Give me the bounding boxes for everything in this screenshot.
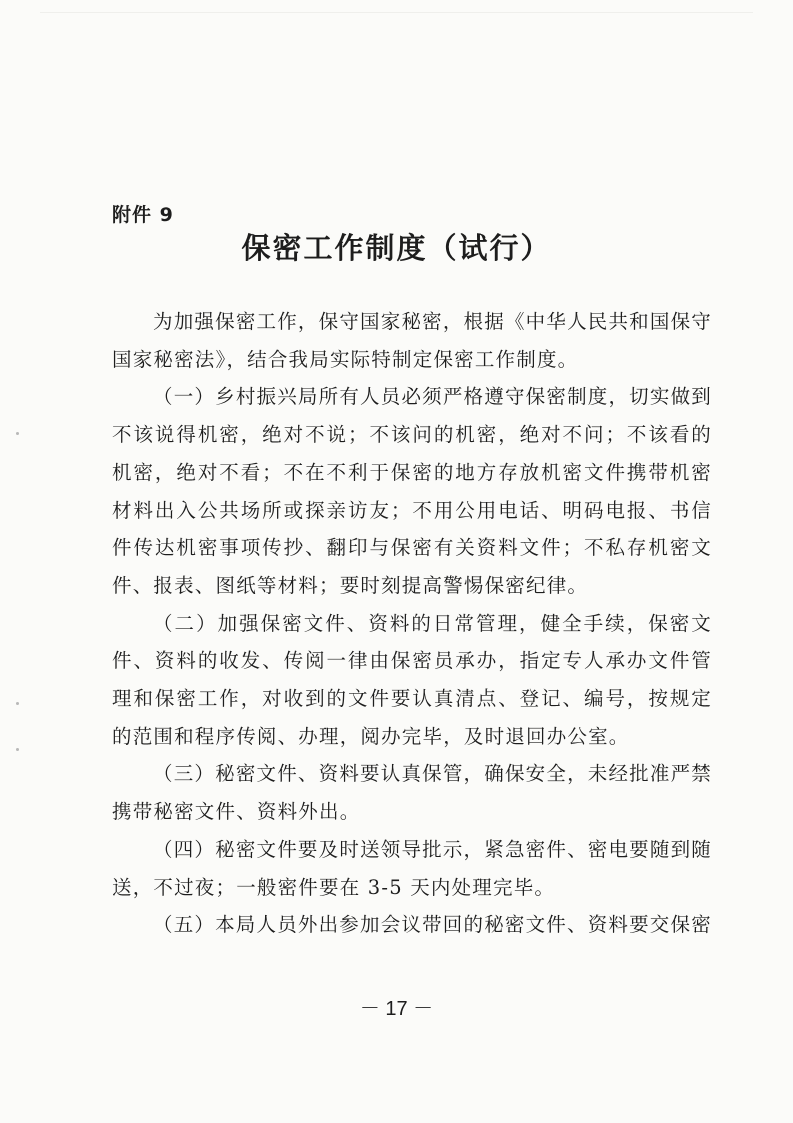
scan-speck <box>16 748 19 751</box>
page-number: － 17 － <box>359 998 434 1020</box>
scan-speck <box>16 432 19 435</box>
clause-1-paragraph: （一）乡村振兴局所有人员必须严格遵守保密制度，切实做到不该说得机密，绝对不说；不该问的机密，绝对不问；不该看的机密，绝对不看；不在不利于保密的地方存放机密文件携带机密材料出入公共场所或探亲访友；不用公用电话、明码电报、书信件传达机密事项传抄、翻印与保密有关资料文件；不私存机密文件、报表、图纸等材料；要时刻提高警惕保密纪律。 <box>112 385 712 597</box>
scan-speck <box>16 702 19 705</box>
clause-4-paragraph: （四）秘密文件要及时送领导批示，紧急密件、密电要随到随送，不过夜；一般密件要在 3-5 天内处理完毕。 <box>112 837 712 899</box>
attachment-label: 附件 9 <box>112 204 174 226</box>
clause-5-paragraph: （五）本局人员外出参加会议带回的秘密文件、资料要交保密 <box>153 913 712 937</box>
scan-edge-line <box>40 12 753 13</box>
intro-paragraph: 为加强保密工作，保守国家秘密，根据《中华人民共和国保守国家秘密法》，结合我局实际特制定保密工作制度。 <box>112 310 712 371</box>
clause-2-paragraph: （二）加强保密文件、资料的日常管理，健全手续，保密文件、资料的收发、传阅一律由保密员承办，指定专人承办文件管理和保密工作，对收到的文件要认真清点、登记、编号，按规定的范围和程序传阅、办理，阅办完毕，及时退回办公室。 <box>112 611 712 748</box>
clause-3-paragraph: （三）秘密文件、资料要认真保管，确保安全，未经批准严禁携带秘密文件、资料外出。 <box>112 762 712 824</box>
document-body <box>112 303 712 944</box>
document-title: 保密工作制度（试行） <box>241 231 552 265</box>
